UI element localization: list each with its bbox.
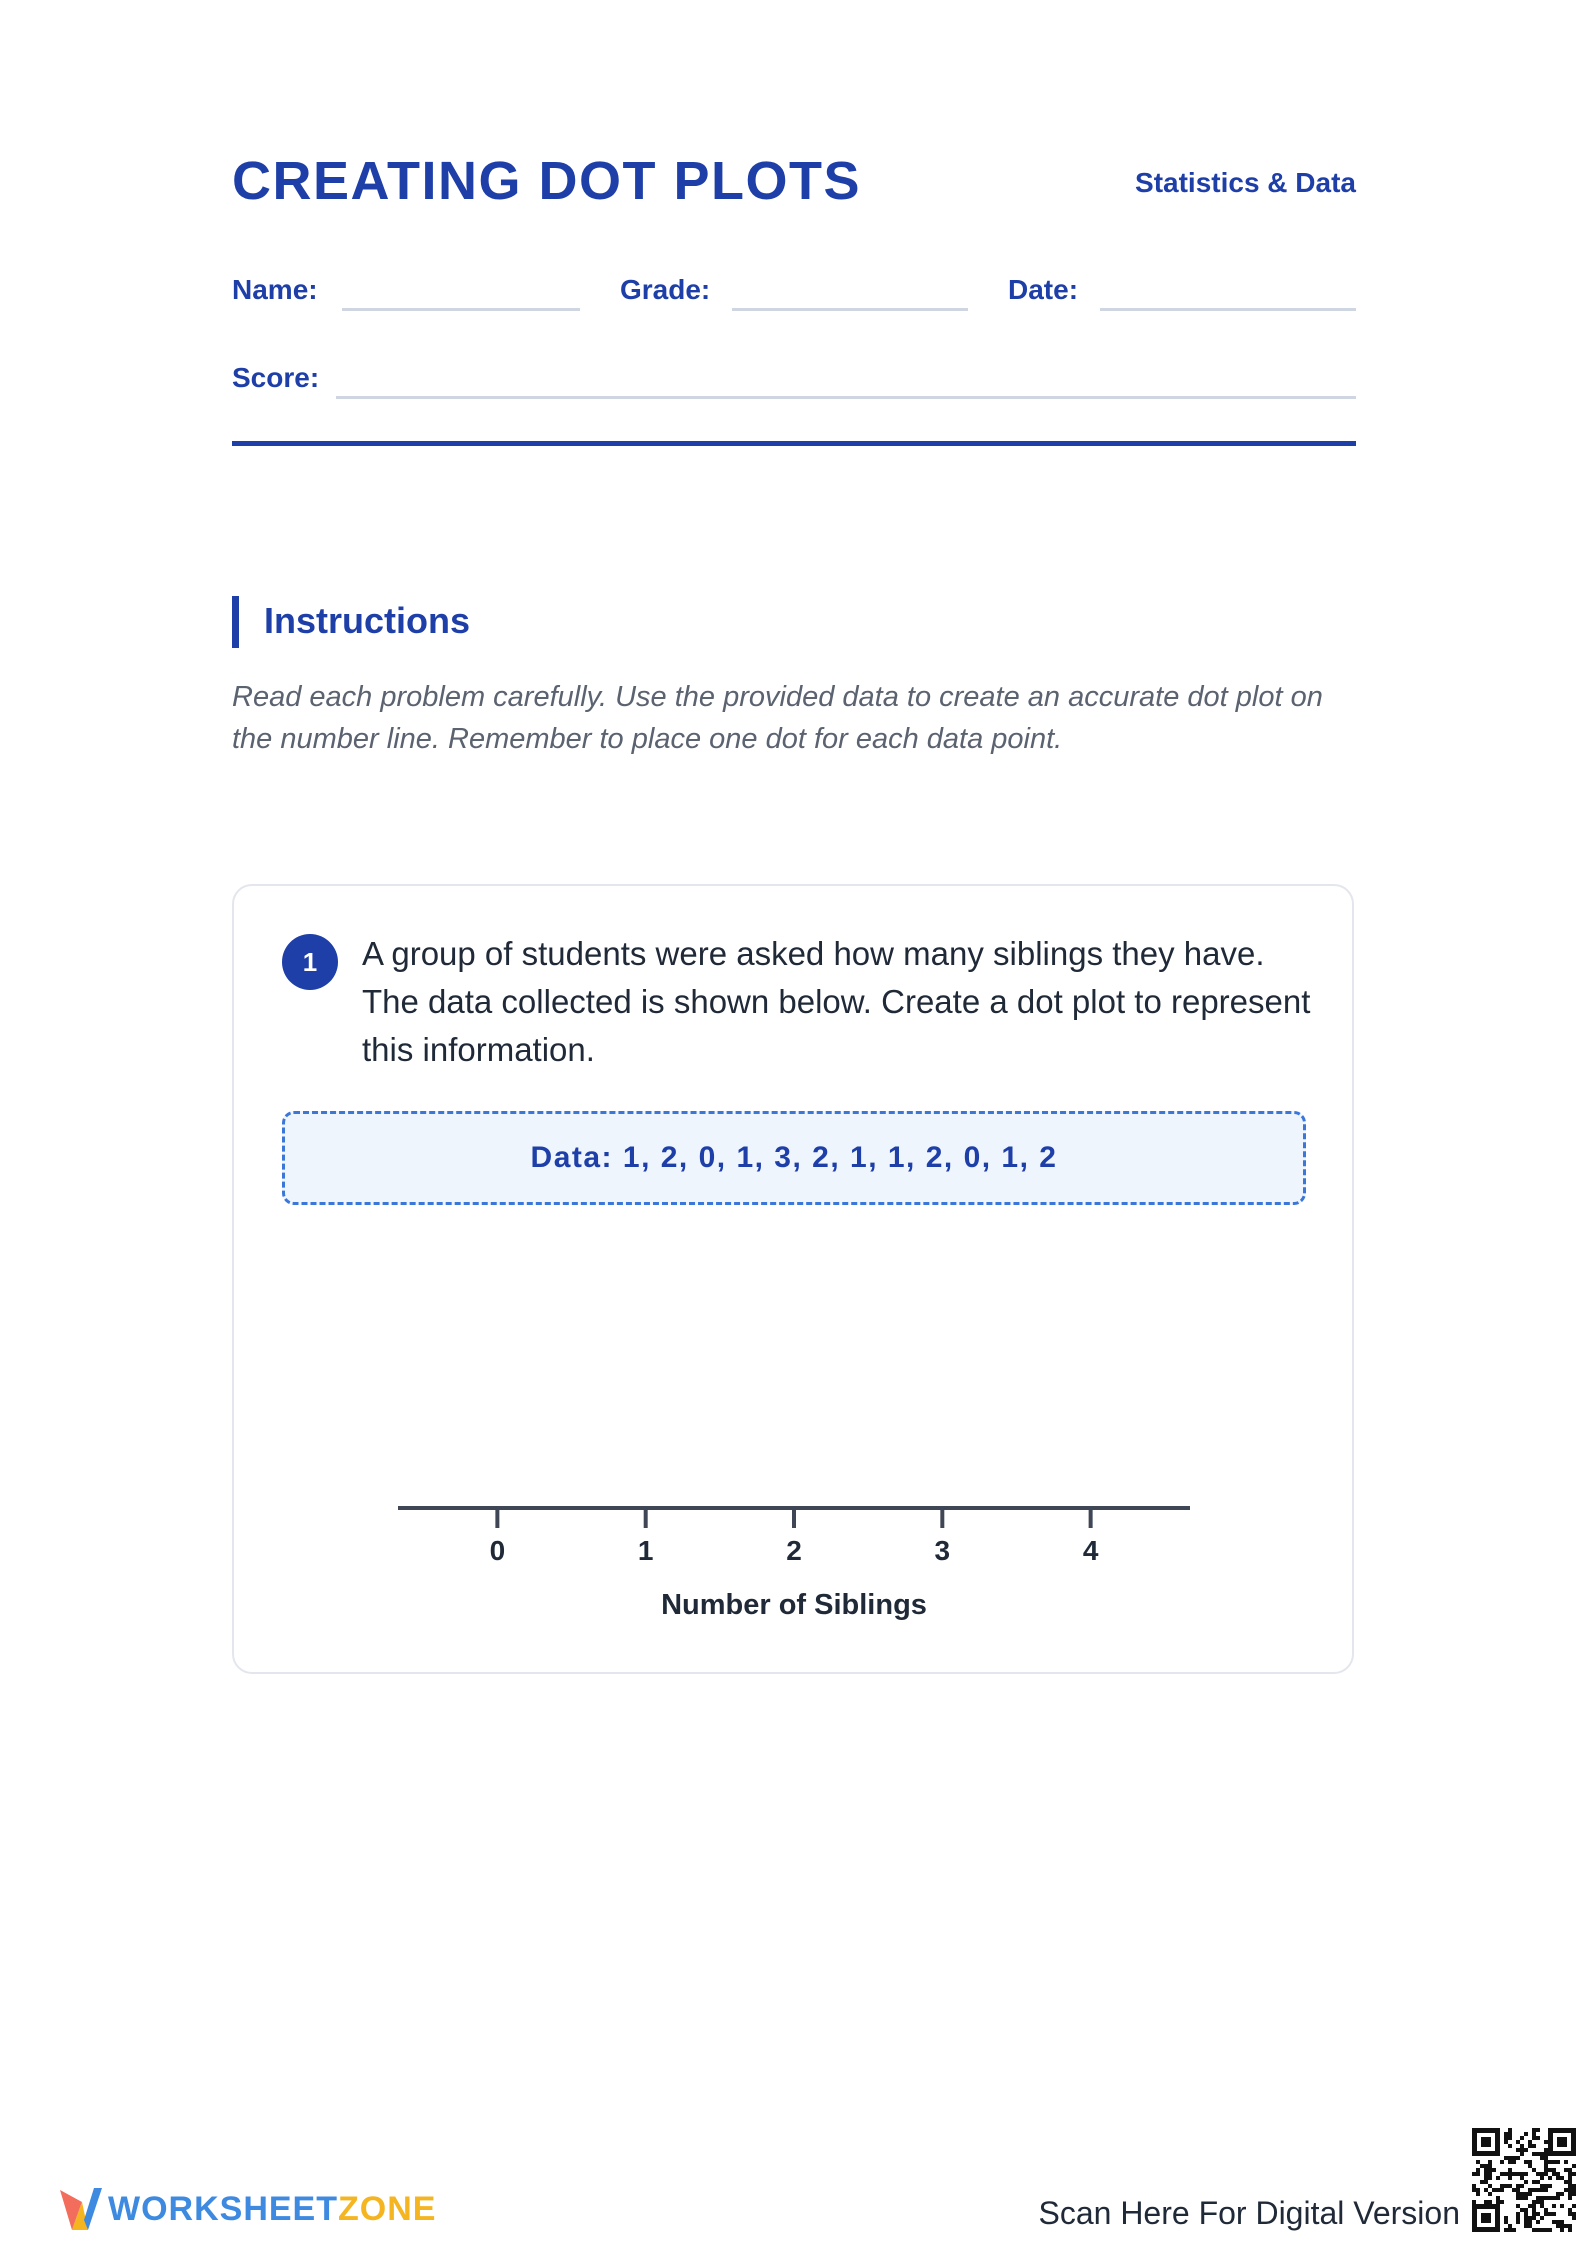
qr-code-icon[interactable] bbox=[1470, 2126, 1578, 2234]
header-divider bbox=[232, 441, 1356, 446]
subject-label: Statistics & Data bbox=[1135, 167, 1356, 198]
brand-part-2: ZONE bbox=[338, 2190, 437, 2228]
tick-label-4: 4 bbox=[1082, 1535, 1099, 1566]
tick-label-1: 1 bbox=[637, 1535, 654, 1566]
brand-name bbox=[108, 2190, 436, 2229]
brand-part-1: WORKSHEET bbox=[108, 2190, 338, 2228]
section-accent-bar bbox=[232, 596, 239, 648]
data-box bbox=[282, 1111, 1306, 1205]
scan-text: Scan Here For Digital Version bbox=[1038, 2195, 1460, 2231]
tick-label-0: 0 bbox=[489, 1535, 506, 1566]
score-field[interactable] bbox=[336, 396, 1356, 399]
data-values: Data: 1, 2, 0, 1, 3, 2, 1, 1, 2, 0, 1, 2 bbox=[530, 1141, 1058, 1174]
name-field[interactable] bbox=[342, 308, 580, 311]
grade-label: Grade: bbox=[620, 274, 711, 305]
tick-label-2: 2 bbox=[786, 1535, 802, 1566]
page-title: CREATING DOT PLOTS bbox=[232, 151, 861, 211]
x-axis-label: Number of Siblings bbox=[661, 1589, 927, 1621]
grade-field[interactable] bbox=[732, 308, 968, 311]
instructions-text: Read each problem carefully. Use the provided data to create an accurate dot plot on the number line. Remember to place one dot for each data point. bbox=[232, 681, 1323, 755]
tick-label-3: 3 bbox=[934, 1535, 951, 1566]
name-label: Name: bbox=[232, 274, 318, 305]
axis-ticks bbox=[490, 1508, 1099, 1566]
date-label: Date: bbox=[1008, 274, 1079, 305]
worksheetzone-logo-icon bbox=[58, 2180, 104, 2236]
problem-number-badge: 1 bbox=[282, 934, 338, 990]
score-label: Score: bbox=[232, 362, 320, 393]
dot-plot-number-line[interactable] bbox=[390, 1490, 1200, 1630]
problem-question: A group of students were asked how many siblings they have. The data collected is shown below. Create a dot plot to represent this information. bbox=[362, 935, 1311, 1068]
instructions-heading: Instructions bbox=[264, 600, 471, 641]
date-field[interactable] bbox=[1100, 308, 1356, 311]
